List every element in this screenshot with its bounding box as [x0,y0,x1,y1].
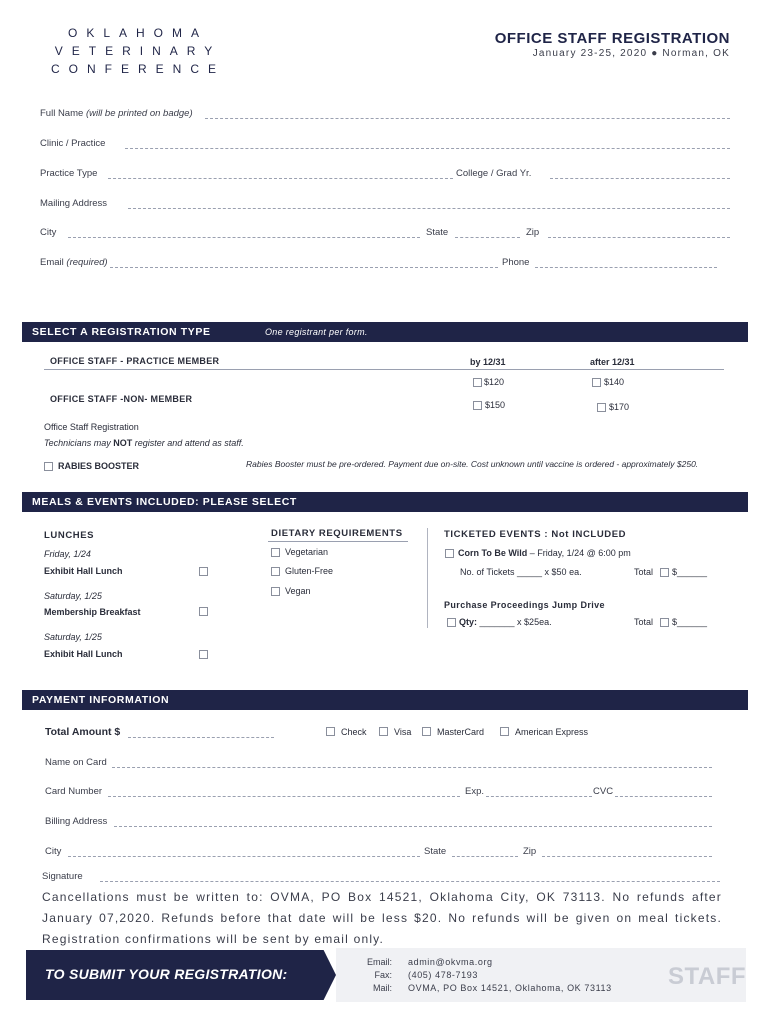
staff-note [44,438,244,448]
nonmember-early-price: $150 [485,400,506,410]
mailing-label: Mailing Address [40,198,108,209]
card-number-label: Card Number [45,786,103,797]
ticketed-header: TICKETED EVENTS : Not INCLUDED [444,529,627,540]
logo-line: VETERINARY [54,44,222,58]
registration-band-note: One registrant per form. [265,327,368,337]
signature-label: Signature [42,871,83,882]
payment-state-label: State [424,846,447,857]
lunch-1-checkbox[interactable] [199,567,208,576]
college-field[interactable] [550,178,730,179]
jump-drive-price: _______ x $25ea. [479,617,552,627]
corn-total-label: Total [634,567,654,577]
zip-field[interactable] [548,237,730,238]
visa-label: Visa [394,727,412,737]
dietary-header: DIETARY REQUIREMENTS [271,528,403,539]
nonmember-late-checkbox[interactable] [597,403,606,412]
jump-drive-total-label: Total [634,617,654,627]
vegan-checkbox[interactable] [271,587,280,596]
amex-checkbox[interactable] [500,727,509,736]
name-on-card-field[interactable] [112,767,712,768]
registration-band [22,322,748,342]
form-subtitle: January 23-25, 2020 ● Norman, OK [532,48,730,59]
jump-drive-checkbox[interactable] [447,618,456,627]
full-name-text: Full Name [40,108,84,119]
clinic-field[interactable] [125,148,730,149]
clinic-label: Clinic / Practice [40,138,106,149]
payment-state-field[interactable] [452,856,518,857]
corn-total-checkbox[interactable] [660,568,669,577]
phone-label: Phone [502,257,530,268]
vegan-label: Vegan [285,586,311,596]
dietary-divider [268,541,408,542]
exp-field[interactable] [486,796,592,797]
cancellation-policy: Cancellations must be written to: OVMA, PO Box 14521, Oklahoma City, OK 73113. No refunds after January 07,2020. Refunds before that date will be less $20. No refunds will be given on meal tickets. Registration confirmations will be sent by email only. [42,890,722,946]
corn-event-time: – Friday, 1/24 @ 6:00 pm [527,548,631,558]
corn-total-blank: $______ [672,567,708,577]
mailing-field[interactable] [128,208,730,209]
rabies-note: Rabies Booster must be pre-ordered. Payment due on-site. Cost unknown until vaccine is ordered - approximately $250. [246,459,699,469]
contact-email-link[interactable]: admin@okvma.org [408,957,493,967]
check-label: Check [341,727,367,737]
signature-field[interactable] [100,881,720,882]
corn-event-name: Corn To Be Wild [458,548,528,558]
corn-to-be-wild-checkbox[interactable] [445,549,454,558]
full-name-note: (will be printed on badge) [85,108,193,119]
name-on-card-label: Name on Card [45,757,107,768]
city-field[interactable] [68,237,420,238]
lunch-3-label: Exhibit Hall Lunch [44,649,123,659]
email-label [40,257,108,268]
staff-note-title: Office Staff Registration [44,422,139,432]
payment-zip-label: Zip [523,846,537,857]
jump-drive-qty [459,617,552,627]
city-label: City [40,227,57,238]
gluten-free-checkbox[interactable] [271,567,280,576]
vegetarian-label: Vegetarian [285,547,329,557]
payment-city-label: City [45,846,62,857]
practice-type-label: Practice Type [40,168,98,179]
amex-label: American Express [515,727,589,737]
total-amount-label: Total Amount $ [45,726,121,738]
visa-checkbox[interactable] [379,727,388,736]
col-late-header: after 12/31 [590,357,635,367]
rabies-checkbox[interactable] [44,462,53,471]
member-option-label: OFFICE STAFF - PRACTICE MEMBER [50,356,220,366]
lunch-3-checkbox[interactable] [199,650,208,659]
lunch-2-label: Membership Breakfast [44,607,141,617]
jump-drive-label: Purchase Proceedings Jump Drive [444,600,605,610]
cvc-field[interactable] [615,796,712,797]
member-early-checkbox[interactable] [473,378,482,387]
contact-mail-value: OVMA, PO Box 14521, Oklahoma, OK 73113 [408,983,612,993]
member-late-price: $140 [604,377,625,387]
logo-line: OKLAHOMA [67,26,208,40]
card-number-field[interactable] [108,796,460,797]
corn-event-label [458,548,631,558]
lunch-day-3: Saturday, 1/25 [44,632,102,642]
vegetarian-checkbox[interactable] [271,548,280,557]
corn-tickets-line: No. of Tickets _____ x $50 ea. [460,567,582,577]
mastercard-checkbox[interactable] [422,727,431,736]
rabies-label: RABIES BOOSTER [58,461,140,471]
full-name-label [40,108,193,119]
payment-zip-field[interactable] [542,856,712,857]
member-early-price: $120 [484,377,505,387]
email-text: Email [40,257,64,268]
contact-email-key: Email: [366,957,392,967]
college-label: College / Grad Yr. [456,168,532,179]
meals-column-divider [427,528,428,628]
full-name-field[interactable] [205,118,730,119]
conference-logo [48,24,228,78]
billing-label: Billing Address [45,816,108,827]
nonmember-option-label: OFFICE STAFF -NON- MEMBER [50,394,193,404]
jump-drive-total-blank: $______ [672,617,708,627]
contact-fax-value: (405) 478-7193 [408,970,478,980]
billing-field[interactable] [114,826,712,827]
col-early-header: by 12/31 [470,357,506,367]
registration-header-divider [44,369,724,370]
jump-drive-qty-label: Qty: [459,617,477,627]
lunch-day-2: Saturday, 1/25 [44,591,102,601]
email-field[interactable] [110,267,498,268]
exp-label: Exp. [465,786,485,797]
meals-band: MEALS & EVENTS INCLUDED: PLEASE SELECT [22,492,748,512]
email-note: (required) [66,257,108,268]
nonmember-early-checkbox[interactable] [473,401,482,410]
gluten-free-label: Gluten-Free [285,566,334,576]
payment-city-field[interactable] [68,856,420,857]
total-amount-field[interactable] [128,737,274,738]
lunch-day-1: Friday, 1/24 [44,549,91,559]
nonmember-late-price: $170 [609,402,630,412]
submit-banner-text: TO SUBMIT YOUR REGISTRATION: [45,966,288,982]
member-late-checkbox[interactable] [592,378,601,387]
staff-note-pre: Technicians may [44,438,114,448]
lunches-header: LUNCHES [44,530,95,541]
registration-band-title: SELECT A REGISTRATION TYPE [32,326,211,338]
logo-line: CONFERENCE [50,62,225,76]
staff-note-bold: NOT [113,438,133,448]
jump-drive-total-checkbox[interactable] [660,618,669,627]
phone-field[interactable] [535,267,717,268]
cvc-label: CVC [593,786,614,797]
check-checkbox[interactable] [326,727,335,736]
staff-note-post: register and attend as staff. [132,438,244,448]
lunch-2-checkbox[interactable] [199,607,208,616]
state-label: State [426,227,449,238]
payment-band: PAYMENT INFORMATION [22,690,748,710]
staff-watermark: STAFF [668,963,747,990]
contact-mail-key: Mail: [372,983,392,993]
form-title: OFFICE STAFF REGISTRATION [494,30,730,47]
lunch-1-label: Exhibit Hall Lunch [44,566,123,576]
state-field[interactable] [455,237,520,238]
mastercard-label: MasterCard [437,727,485,737]
zip-label: Zip [526,227,540,238]
practice-type-field[interactable] [108,178,453,179]
contact-fax-key: Fax: [374,970,392,980]
